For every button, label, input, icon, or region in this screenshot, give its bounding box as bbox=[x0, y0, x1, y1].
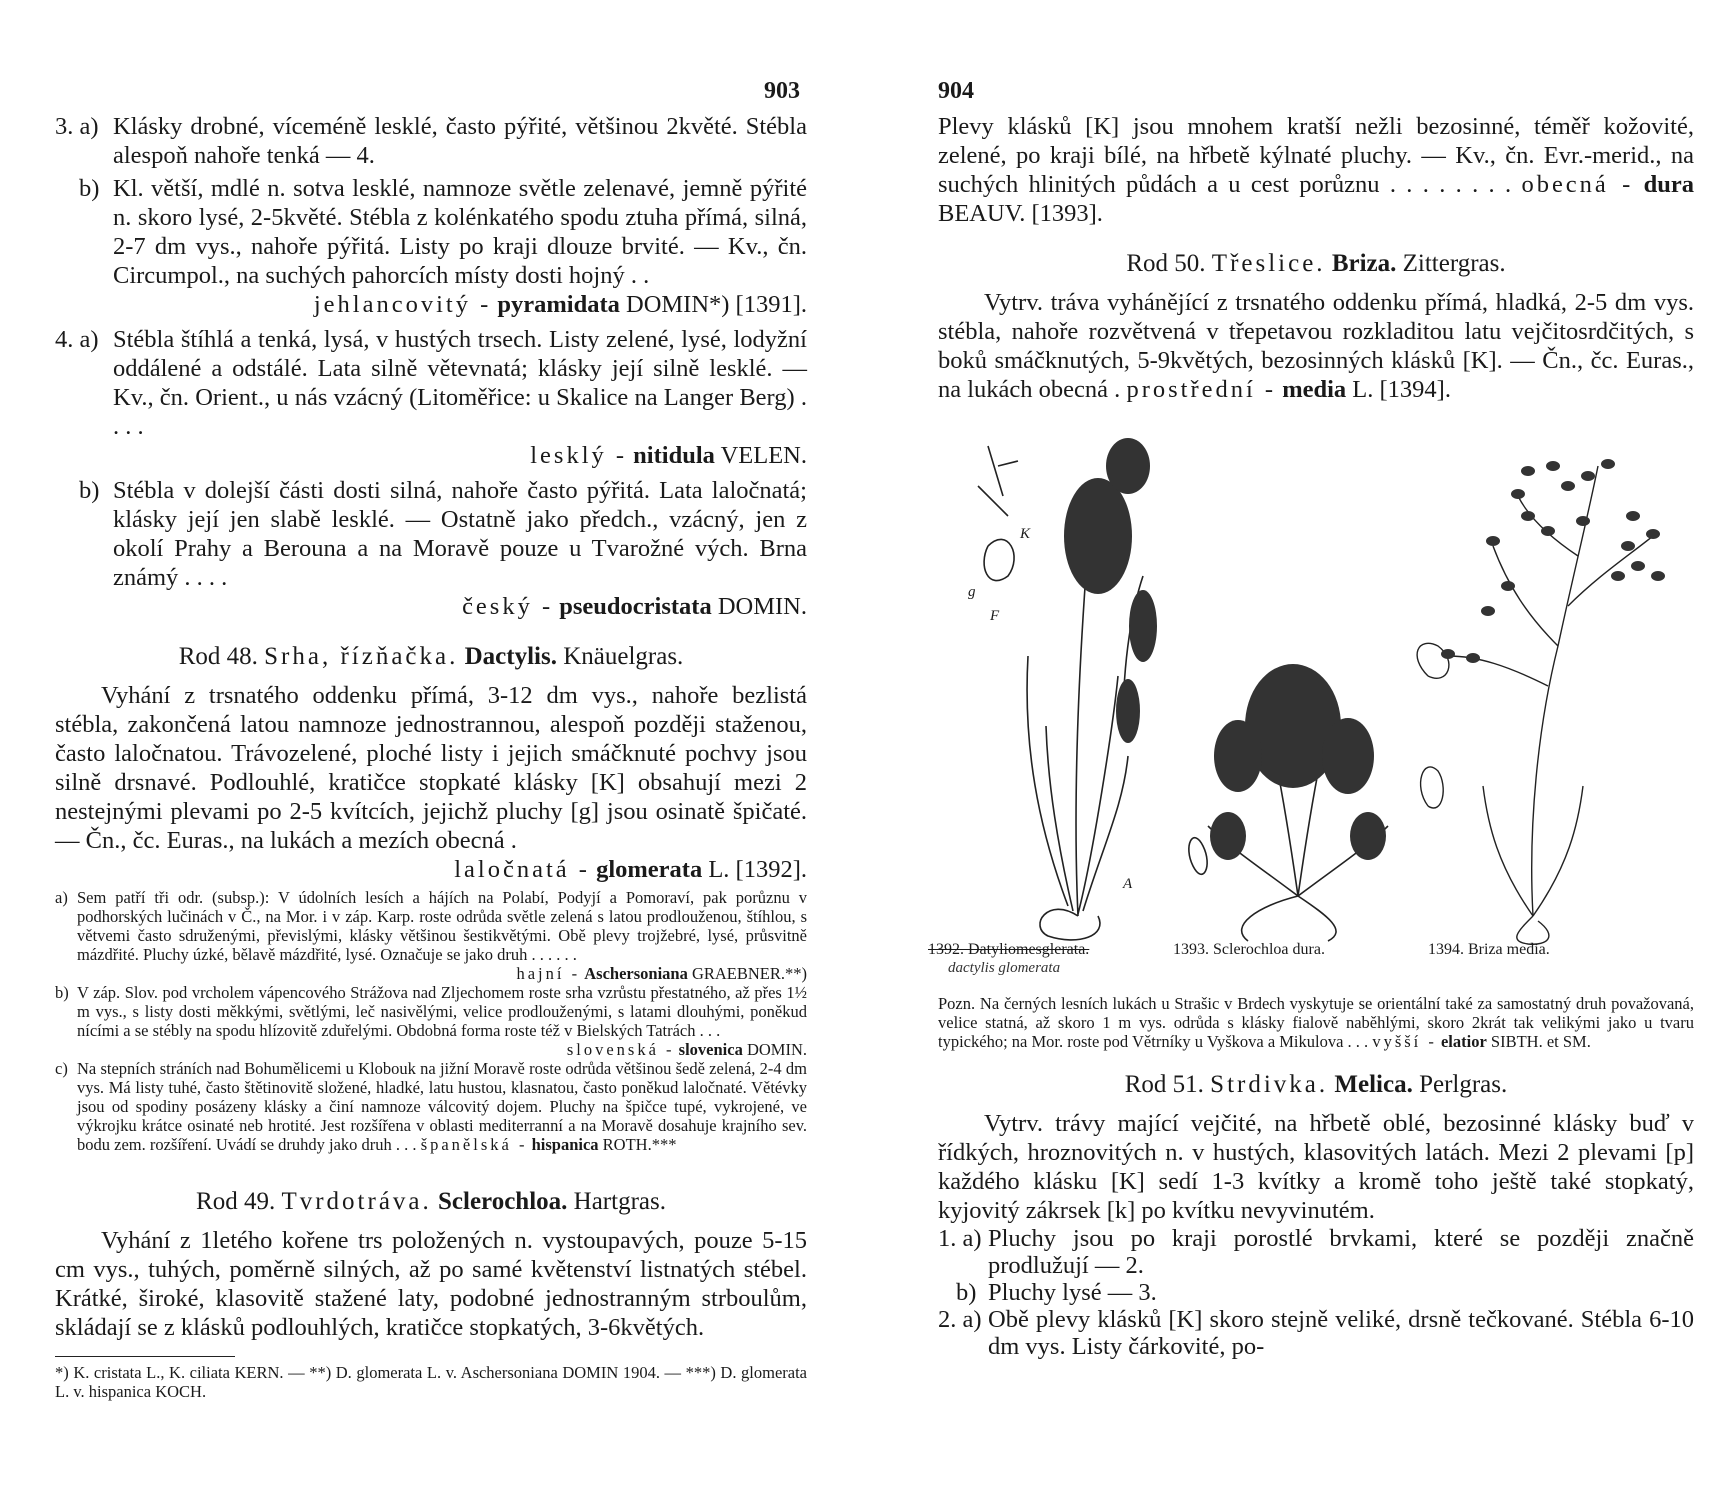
briza-spikelet bbox=[1576, 516, 1590, 526]
key-3b: b) Kl. větší, mdlé n. sotva lesklé, namnoze světle zelenavé, jemně pýřité n. skoro lysé, 2-5květé. Stébla z kolénkatého spodu ztuha přímá, silná, 2-7 dm vys., nahoře pýřitá. Listy po kraji dlouze brvité. — Kv., čn. Circumpol., na suchých pahorcích místy dosti hojný . . jehlancovitý - pyramidata DOMIN*) [1391]. bbox=[79, 175, 807, 318]
briza-spikelet bbox=[1481, 606, 1495, 616]
genus-heading-50: Rod 50. Třeslice. Briza. Zittergras. bbox=[1126, 250, 1506, 277]
briza-spikelet bbox=[1521, 511, 1535, 521]
briza-spikelet bbox=[1561, 481, 1575, 491]
genus-48-description: Vyhání z trsnatého oddenku přímá, 3-12 dm vys., nahoře bezlistá stébla, zakončená latou namnoze jednostrannou, alespoň později staženou, často laločnatou. Trávozelené, ploché listy i jejich smáčknuté pochvy jsou silně drsnavé. Podlouhlé, kratičce stopkaté klásky [K] obsahují mezi 2 nestejnými plevami po 2-5 kvítcích, jejichž pluchy [g] jsou osinatě špičaté. — Čn., čc. Euras., na lukách a mezích obecná . bbox=[55, 682, 807, 854]
figure-label-a: A bbox=[1123, 876, 1133, 892]
sclerochloa-continued: Plevy klásků [K] jsou mnohem kratší nežli bezosinné, téměř kožovité, zelené, po kraji bílé, na hřbetě kýlnaté pluchy. — Kv., čn. Evr.-merid., na suchých hlinitých půdách a u cest porůznu . . . . . . . . obecná - dura BEAUV. [1393]. bbox=[938, 113, 1695, 227]
briza-spikelet bbox=[1501, 581, 1515, 591]
briza-spikelet bbox=[1486, 536, 1500, 546]
briza-spikelet bbox=[1546, 461, 1560, 471]
briza-spikelet bbox=[1521, 466, 1535, 476]
left-content bbox=[55, 112, 807, 1401]
genus-50-description: Vytrv. tráva vyhánějící z trsnatého oddenku přímá, hladká, 2-5 dm vys. stébla, nahoře rozvětvená v třepetavou rozkladitou latu vejčitosrdčitých, s boků smáčknutých, 5-9květých, bezosinných klásků [K]. — Čn., čc. Euras., na lukách obecná . prostřední - media L. [1394]. bbox=[938, 289, 1694, 403]
page-number: 904 bbox=[938, 78, 974, 104]
figure-label-g: g bbox=[968, 584, 976, 600]
briza-spikelet bbox=[1646, 529, 1660, 539]
figure-label-k: K bbox=[1020, 526, 1031, 542]
briza-drawing bbox=[1417, 466, 1653, 944]
briza-spikelets bbox=[1441, 459, 1665, 663]
taxon-line: jehlancovitý - pyramidata DOMIN*) [1391]. bbox=[313, 291, 807, 318]
key-1a: 1. a) Pluchy jsou po kraji porostlé brvkami, které se později značně prodlužují — 2. bbox=[938, 1225, 1694, 1279]
key-3a: 3. a) Klásky drobné, víceméně lesklé, často pýřité, většinou 2květé. Stébla alespoň nahoře tenká — 4. bbox=[55, 113, 807, 169]
briza-spikelet bbox=[1631, 561, 1645, 571]
taxon-line: český - pseudocristata DOMIN. bbox=[462, 593, 807, 620]
right-page bbox=[860, 0, 1734, 1501]
caption-1394: 1394. Briza media. bbox=[1428, 941, 1550, 958]
briza-spikelet bbox=[1581, 471, 1595, 481]
briza-spikelet bbox=[1441, 649, 1455, 659]
genus-heading-49: Rod 49. Tvrdotráva. Sclerochloa. Hartgras. bbox=[196, 1188, 666, 1215]
footnote: *) K. cristata L., K. ciliata KERN. — **) D. glomerata L. v. Aschersoniana DOMIN 1904. — ***) D. glomerata L. v. hispanica KOCH. bbox=[55, 1363, 807, 1401]
handwritten-note: dactylis glomerata bbox=[948, 960, 1061, 976]
key-2a: 2. a) Obě plevy klásků [K] skoro stejně veliké, drsně tečkované. Stébla 6-10 dm vys. Listy čárkovité, po- bbox=[938, 1306, 1694, 1360]
note: Pozn. Na černých lesních lukách u Strašic v Brdech vyskytuje se orientální také za samostatný druh považovaná, velice statná, až skoro 1 m vys. odrůda s klásky fialově naběhlými, skoro 2krát tak velikými jako u tvaru typického; na Mor. roste pod Větrníky u Vyškova a Mikulova . . . vyšší - elatior SIBTH. et SM. bbox=[938, 994, 1694, 1051]
briza-spikelet bbox=[1601, 459, 1615, 469]
briza-spikelet bbox=[1611, 571, 1625, 581]
briza-spikelet bbox=[1511, 489, 1525, 499]
sclerochloa-spikes bbox=[1210, 664, 1386, 860]
grass-drawings bbox=[928, 426, 1668, 966]
left-page bbox=[0, 0, 860, 1501]
genus-51-description: Vytrv. trávy mající vejčité, na hřbetě oblé, bezosinné klásky buď v řídkých, hroznovitých n. v hustých, klasovitých latách. Mezi 2 plevami [p] každého klásku [K] sedí 1-3 kvítky a kromě toho ještě také stopkatý, kyjovitý zákrsek [k] po kvítku nevyvinutém. bbox=[938, 1110, 1694, 1224]
figure-label-f: F bbox=[990, 608, 1000, 624]
dactylis-panicles bbox=[1064, 438, 1157, 743]
key-4a: 4. a) Stébla štíhlá a tenká, lysá, v hustých trsech. Listy zelené, lysé, lodyžní oddálené a odstálé. Lata silně větevnatá; klásky její silně lesklé. — Kv., čn. Orient., u nás vzácný (Litoměřice: u Skalice na Langer Berg) . . . . lesklý - nitidula VELEN. bbox=[55, 326, 807, 469]
caption-1392: 1392. Datyliomesglerata. bbox=[928, 941, 1090, 958]
subspecies-b: b) V záp. Slov. pod vrcholem vápencového Strážova nad Zljechomem roste srha vzrůstu přestatného, až přes 1½ m vys., s listy dosti měkkými, světlými, leč nasivělými, velice prodlouženými, s latami dlouhými, poněkud nícími a se stébly na spodu hlízovitě zduřelými. Obdobná forma roste též v Bielských Tatrách . . . slovenská - slovenica DOMIN. bbox=[55, 983, 807, 1059]
genus-heading-51: Rod 51. Strdivka. Melica. Perlgras. bbox=[1124, 1071, 1508, 1098]
key-4b: b) Stébla v dolejší části dosti silná, nahoře často pýřitá. Lata laločnatá; klásky její jen slabě lesklé. — Ostatně jako předch., vzácný, jen z okolí Prahy a Berouna a na Moravě pouze u Tvarožné vých. Brna známý . . . . český - pseudocristata DOMIN. bbox=[79, 477, 807, 620]
right-content bbox=[928, 112, 1695, 1360]
briza-spikelet bbox=[1541, 526, 1555, 536]
caption-1393: 1393. Sclerochloa dura. bbox=[1173, 941, 1325, 958]
taxon-line: lesklý - nitidula VELEN. bbox=[530, 442, 807, 469]
taxon-line: laločnatá - glomerata L. [1392]. bbox=[454, 856, 807, 883]
subspecies-a: a) Sem patří tři odr. (subsp.): V údolních lesích a hájích na Polabí, Podyjí a Pomoraví, pak porůznu v podhorských lučinách v Č., na Mor. i v záp. Karp. roste odrůda světle zelená s latou prodlouženou, štíhlou, s větvemi často sdruženými, převislými, klásky většinou šestikvětými. Obě plevy trojžebré, lysé, průsvitně mázdřité. Pluchy úzké, bělavě mázdřité, lysé. Označuje se jako druh . . . . . . hajní - Aschersoniana GRAEBNER.**) bbox=[55, 888, 807, 983]
key-1b: b) Pluchy lysé — 3. bbox=[956, 1279, 1157, 1306]
page-number: 903 bbox=[764, 78, 800, 104]
briza-spikelet bbox=[1626, 511, 1640, 521]
genus-heading-48: Rod 48. Srha, řízňačka. Dactylis. Knäuelgras. bbox=[178, 643, 684, 670]
briza-spikelet bbox=[1621, 541, 1635, 551]
subspecies-c: c) Na stepních stráních nad Bohumělicemi u Klobouk na jižní Moravě roste odrůda většinou šedě zelená, 2-4 dm vys. Má listy tuhé, často štětinovitě složené, hladké, latu hustou, klasnatou, často poněkud laločnaté. Větévky jsou od spodiny posázeny klásky a činí namnoze válcovitý dojem. Pluchy na špičce tupé, vykrojené, ve výkrojku krátce osinaté neb hrotité. Jest rozšířena v oblasti mediterranní a na Moravě dosahuje krajního sev. bodu zem. rozšíření. Uvádí se druhdy jako druh . . . španělská - hispanica ROTH.*** bbox=[55, 1059, 807, 1154]
briza-spikelet bbox=[1466, 653, 1480, 663]
plant-illustration bbox=[928, 426, 1668, 976]
footnote-rule bbox=[55, 1356, 235, 1357]
genus-49-description: Vyhání z 1letého kořene trs položených n. vystoupavých, pouze 5-15 cm vys., tuhých, poměrně silných, až po samé květenství listnatých stébel. Krátké, široké, klasovitě stažené laty, podobné jednostranným strboulům, skládají se z klásků podlouhlých, kratičce stopkatých, 3-6květých. bbox=[55, 1227, 807, 1341]
briza-spikelet bbox=[1651, 571, 1665, 581]
